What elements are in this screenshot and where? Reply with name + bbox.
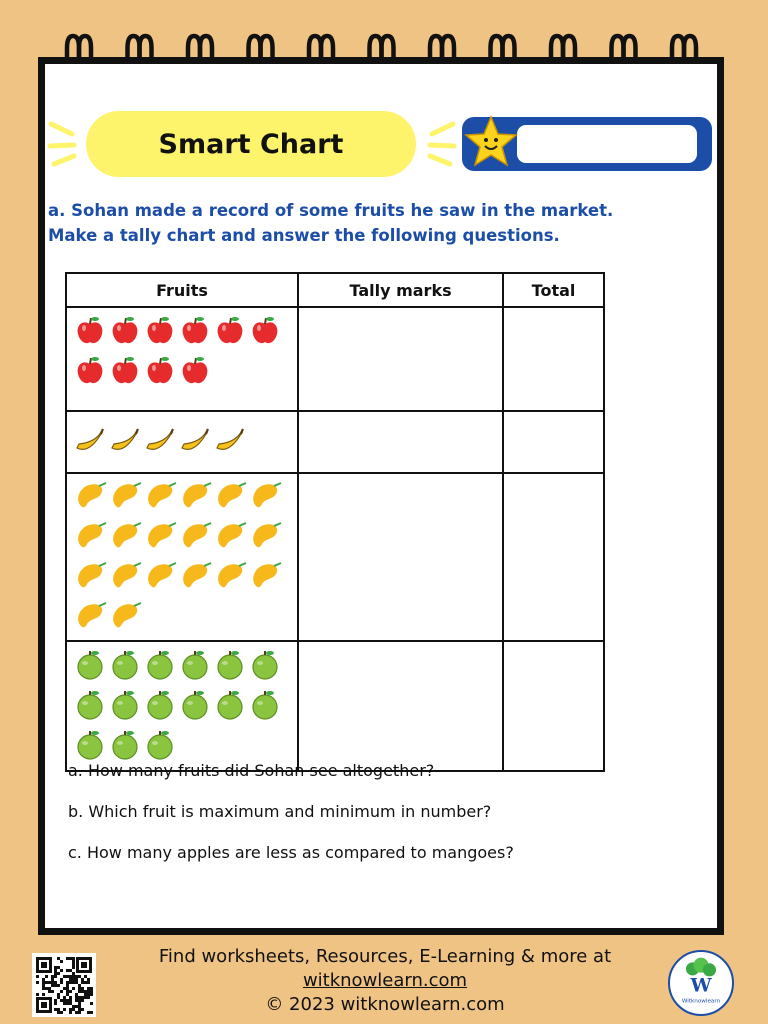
questions-list xyxy=(68,758,514,881)
instruction-line-2: Make a tally chart and answer the following questions. xyxy=(48,226,560,245)
guava-icon xyxy=(73,648,108,688)
sparkle-right-icon xyxy=(418,118,458,168)
witknowlearn-logo xyxy=(668,950,734,1016)
guava-icon xyxy=(73,688,108,728)
logo-text: Witknowlearn xyxy=(681,998,721,1005)
guava-icon xyxy=(248,648,283,688)
sparkle-left-icon xyxy=(46,118,86,168)
instruction-line-1: a. Sohan made a record of some fruits he saw in the market. xyxy=(48,201,614,220)
instructions xyxy=(48,198,728,248)
mango-icon xyxy=(248,518,283,558)
guava-icon xyxy=(213,688,248,728)
mango-icon xyxy=(108,558,143,598)
footer xyxy=(110,945,660,1017)
tally-cell-mango[interactable] xyxy=(298,473,503,641)
apple-icon xyxy=(143,314,178,354)
mango-icon xyxy=(248,478,283,518)
guava-icon xyxy=(213,648,248,688)
tally-cell-banana[interactable] xyxy=(298,411,503,473)
logo-icon xyxy=(670,952,732,1014)
guava-icon xyxy=(108,688,143,728)
apple-icon xyxy=(108,354,143,394)
banana-icon xyxy=(178,424,213,464)
mango-icon xyxy=(178,518,213,558)
mango-icon xyxy=(108,478,143,518)
mango-icon xyxy=(213,478,248,518)
star-icon xyxy=(462,114,520,170)
guava-icon xyxy=(178,688,213,728)
tally-cell-apple[interactable] xyxy=(298,307,503,411)
mango-icon xyxy=(143,518,178,558)
mango-icon xyxy=(213,558,248,598)
svg-text:W: W xyxy=(690,974,712,997)
mango-icon xyxy=(143,558,178,598)
title-banner xyxy=(86,111,416,177)
mango-icon xyxy=(73,518,108,558)
guava-icon xyxy=(178,648,213,688)
fruit-cell-guava xyxy=(66,641,298,771)
footer-link[interactable]: witknowlearn.com xyxy=(302,970,468,991)
fruit-cell-apple xyxy=(66,307,298,411)
header-fruits: Fruits xyxy=(66,273,298,307)
apple-icon xyxy=(248,314,283,354)
fruit-cell-mango xyxy=(66,473,298,641)
header-total: Total xyxy=(503,273,604,307)
apple-icon xyxy=(178,314,213,354)
guava-icon xyxy=(248,688,283,728)
page-title: Smart Chart xyxy=(158,128,344,160)
banana-icon xyxy=(143,424,178,464)
table-row xyxy=(66,411,604,473)
mango-icon xyxy=(178,478,213,518)
apple-icon xyxy=(213,314,248,354)
total-cell-apple[interactable] xyxy=(503,307,604,411)
mango-icon xyxy=(108,598,143,638)
guava-icon xyxy=(108,648,143,688)
qr-code-icon xyxy=(32,953,96,1017)
mango-icon xyxy=(73,598,108,638)
mango-icon xyxy=(178,558,213,598)
footer-line-1: Find worksheets, Resources, E-Learning & more at xyxy=(158,946,612,967)
mango-icon xyxy=(213,518,248,558)
table-row xyxy=(66,307,604,411)
mango-icon xyxy=(248,558,283,598)
table-row xyxy=(66,473,604,641)
total-cell-guava[interactable] xyxy=(503,641,604,771)
total-cell-banana[interactable] xyxy=(503,411,604,473)
name-field[interactable] xyxy=(517,125,697,163)
mango-icon xyxy=(143,478,178,518)
fruit-cell-banana xyxy=(66,411,298,473)
mango-icon xyxy=(73,558,108,598)
banana-icon xyxy=(73,424,108,464)
banana-icon xyxy=(108,424,143,464)
table-row xyxy=(66,641,604,771)
total-cell-mango[interactable] xyxy=(503,473,604,641)
tally-table xyxy=(65,272,605,772)
apple-icon xyxy=(73,354,108,394)
header-tally-marks: Tally marks xyxy=(298,273,503,307)
apple-icon xyxy=(73,314,108,354)
question-a: a. How many fruits did Sohan see altogether? xyxy=(68,761,435,780)
guava-icon xyxy=(143,688,178,728)
apple-icon xyxy=(108,314,143,354)
apple-icon xyxy=(178,354,213,394)
mango-icon xyxy=(73,478,108,518)
apple-icon xyxy=(143,354,178,394)
guava-icon xyxy=(143,648,178,688)
mango-icon xyxy=(108,518,143,558)
footer-copyright: © 2023 witknowlearn.com xyxy=(265,994,505,1015)
tally-cell-guava[interactable] xyxy=(298,641,503,771)
banana-icon xyxy=(213,424,248,464)
question-c: c. How many apples are less as compared to mangoes? xyxy=(68,843,514,862)
question-b: b. Which fruit is maximum and minimum in number? xyxy=(68,802,492,821)
